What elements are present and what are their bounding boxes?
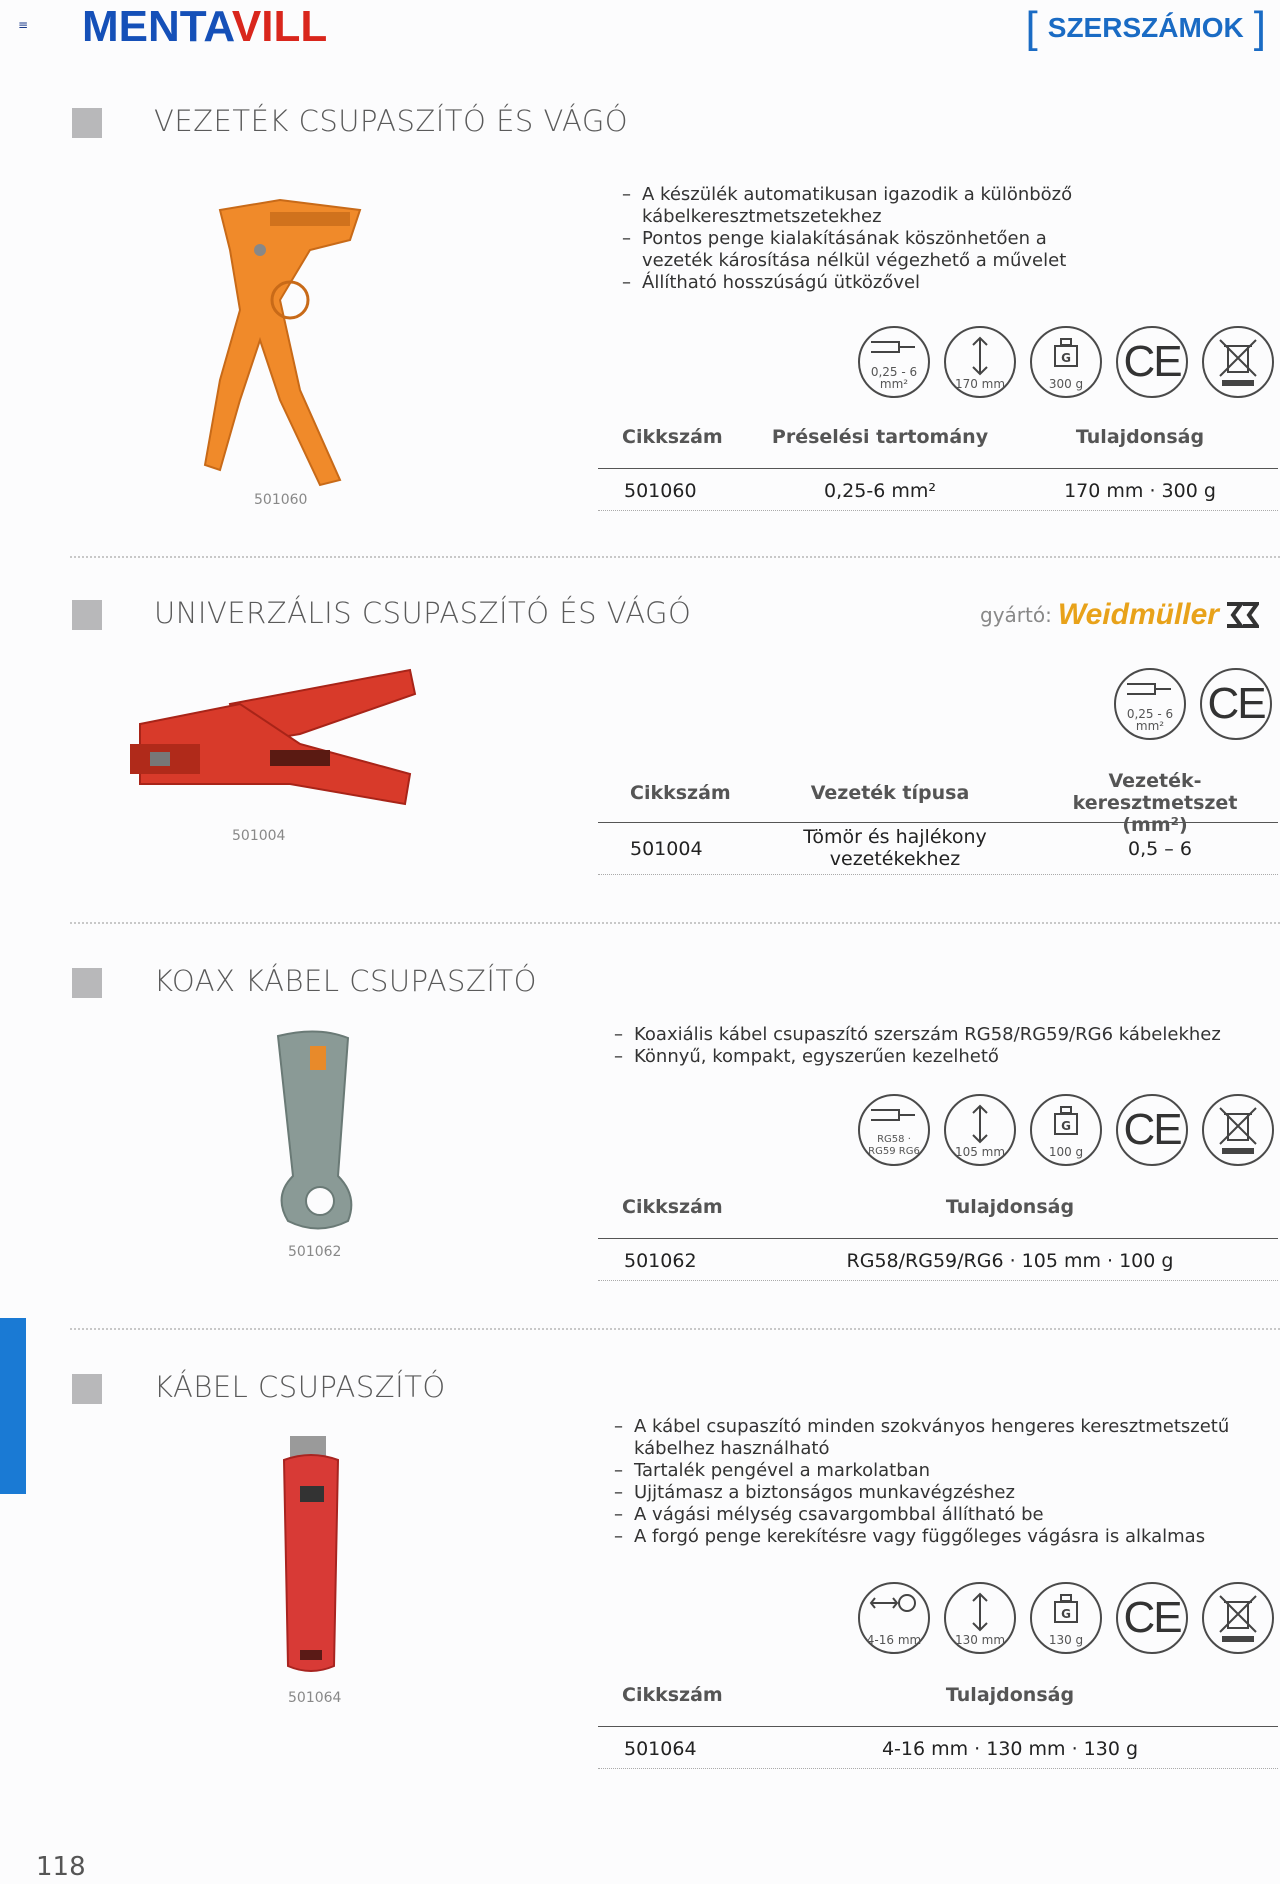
image-code: 501004: [232, 828, 286, 844]
ce-text: CE: [1207, 679, 1265, 728]
icon-label: 100 g: [1048, 1145, 1084, 1159]
col-header: Tulajdonság: [945, 1196, 1075, 1218]
col-header: Cikkszám: [622, 1196, 723, 1218]
maker-brand: Weidmüller: [1057, 598, 1219, 631]
bracket-open: [: [1025, 3, 1038, 52]
section-title: KÁBEL CSUPASZÍTÓ: [154, 1370, 446, 1404]
section-title: KOAX KÁBEL CSUPASZÍTÓ: [154, 964, 537, 998]
icon-label: 0,25 - 6 mm²: [1126, 707, 1174, 733]
cable-type-icon: [858, 1094, 930, 1166]
image-code: 501060: [254, 492, 308, 508]
section-separator: [70, 556, 1280, 558]
page-number: 118: [36, 1852, 86, 1882]
table-cell: 170 mm · 300 g: [1064, 480, 1216, 502]
weight-icon: [1030, 326, 1102, 398]
col-header: Cikkszám: [622, 1684, 723, 1706]
icon-label: 170 mm: [954, 377, 1006, 391]
image-code: 501064: [288, 1690, 342, 1706]
image-code: 501062: [288, 1244, 342, 1260]
cable-stripper-image: [276, 1436, 346, 1676]
table-rule: [598, 1238, 1278, 1239]
weight-icon: [1030, 1582, 1102, 1654]
weidmuller-logo-icon: [1225, 600, 1259, 630]
col-header: Cikkszám: [622, 426, 723, 448]
ce-mark-icon: [1116, 1094, 1188, 1166]
table-rule: [598, 468, 1278, 469]
table-cell: 0,5 – 6: [1128, 838, 1192, 860]
cable-section-icon: [1114, 668, 1186, 740]
feature-item: – Könnyű, kompakt, egyszerűen kezelhető: [614, 1046, 1254, 1068]
length-icon: [944, 1094, 1016, 1166]
wire-stripper-image: [200, 190, 380, 490]
icon-label: 0,25 - 6 mm²: [870, 365, 918, 391]
icon-label: 300 g: [1048, 377, 1084, 391]
section-tab: [0, 1318, 26, 1494]
icon-label: 130 mm: [954, 1633, 1006, 1647]
col-header: Vezeték típusa: [810, 782, 970, 804]
spec-icons: [858, 1094, 1274, 1166]
weee-bin-icon: [1202, 1094, 1274, 1166]
spec-icons: [858, 1582, 1274, 1654]
table-rule: [598, 1726, 1278, 1727]
section-marker: [72, 968, 102, 998]
ce-mark-icon: [1116, 1582, 1188, 1654]
universal-stripper-image: [120, 664, 420, 824]
logo-menta: MENTA: [82, 2, 232, 51]
feature-item: – Tartalék pengével a markolatban: [614, 1460, 1264, 1482]
svg-text:G: G: [1061, 1607, 1071, 1621]
col-header: Préselési tartomány: [771, 426, 989, 448]
ce-mark-icon: [1116, 326, 1188, 398]
ce-mark-icon: [1200, 668, 1272, 740]
table-cell: Tömör és hajlékony vezetékekhez: [803, 826, 987, 870]
logo: [82, 2, 327, 52]
section-marker: [72, 108, 102, 138]
weee-bin-icon: [1202, 326, 1274, 398]
svg-text:G: G: [1061, 1119, 1071, 1133]
table-bottom-rule: [598, 1280, 1278, 1281]
feature-item: – Ujjtámasz a biztonságos munkavégzéshez: [614, 1482, 1264, 1504]
table-bottom-rule: [598, 510, 1278, 511]
section-marker: [72, 1374, 102, 1404]
maker-label: gyártó:: [980, 603, 1052, 627]
table-cell: 4-16 mm · 130 mm · 130 g: [881, 1738, 1139, 1760]
table-cell: 0,25-6 mm²: [824, 480, 936, 502]
table-cell: 501060: [624, 480, 697, 502]
weee-bin-icon: [1202, 1582, 1274, 1654]
category-label: SZERSZÁMOK: [1047, 12, 1244, 43]
section-separator: [70, 1328, 1280, 1330]
col-header: Cikkszám: [630, 782, 731, 804]
feature-item: – A kábel csupaszító minden szokványos hengeres keresztmetszetű kábelhez használható: [614, 1416, 1264, 1460]
feature-item: – A vágási mélység csavargombbal állítható be: [614, 1504, 1264, 1526]
coax-stripper-image: [268, 1026, 368, 1232]
menu-icon[interactable]: ≡: [18, 18, 29, 32]
feature-item: – Pontos penge kialakításának köszönhetően a vezeték károsítása nélkül végezhető a művelet: [622, 228, 1092, 272]
section-separator: [70, 922, 1280, 924]
feature-item: – Állítható hosszúságú ütközővel: [622, 272, 1092, 294]
table-bottom-rule: [598, 1768, 1278, 1769]
table-cell: RG58/RG59/RG6 · 105 mm · 100 g: [846, 1250, 1174, 1272]
table-cell: 501062: [624, 1250, 697, 1272]
category-heading: [1025, 3, 1266, 52]
feature-item: – Koaxiális kábel csupaszító szerszám RG58/RG59/RG6 kábelekhez: [614, 1024, 1254, 1046]
feature-list: [622, 184, 1092, 294]
spec-icons: [1114, 668, 1272, 740]
svg-text:G: G: [1061, 351, 1071, 365]
section-title: UNIVERZÁLIS CSUPASZÍTÓ ÉS VÁGÓ: [154, 596, 692, 630]
ce-text: CE: [1123, 337, 1181, 386]
feature-list: [614, 1024, 1254, 1068]
icon-label: RG58 · RG59 RG6: [868, 1134, 920, 1157]
table-cell: 501004: [630, 838, 703, 860]
weight-icon: [1030, 1094, 1102, 1166]
feature-item: – A forgó penge kerekítésre vagy függőleges vágásra is alkalmas: [614, 1526, 1264, 1548]
cable-diameter-icon: [858, 1582, 930, 1654]
icon-label: 130 g: [1048, 1633, 1084, 1647]
feature-list: [614, 1416, 1264, 1548]
feature-item: – A készülék automatikusan igazodik a különböző kábelkeresztmetszetekhez: [622, 184, 1092, 228]
table-cell: 501064: [624, 1738, 697, 1760]
section-marker: [72, 600, 102, 630]
ce-text: CE: [1123, 1105, 1181, 1154]
col-header: Tulajdonság: [1075, 426, 1205, 448]
length-icon: [944, 326, 1016, 398]
icon-label: 105 mm: [954, 1145, 1006, 1159]
cable-section-icon: [858, 326, 930, 398]
spec-icons: [858, 326, 1274, 398]
bracket-close: ]: [1253, 3, 1266, 52]
length-icon: [944, 1582, 1016, 1654]
section-title: VEZETÉK CSUPASZÍTÓ ÉS VÁGÓ: [154, 104, 629, 138]
table-rule: [598, 822, 1278, 823]
col-header: Tulajdonság: [945, 1684, 1075, 1706]
table-bottom-rule: [598, 874, 1278, 875]
manufacturer: [980, 598, 1259, 632]
icon-label: 4-16 mm: [866, 1633, 922, 1647]
col-header: Vezeték-keresztmetszet (mm²): [1072, 770, 1238, 836]
ce-text: CE: [1123, 1593, 1181, 1642]
logo-vill: VILL: [231, 2, 328, 51]
